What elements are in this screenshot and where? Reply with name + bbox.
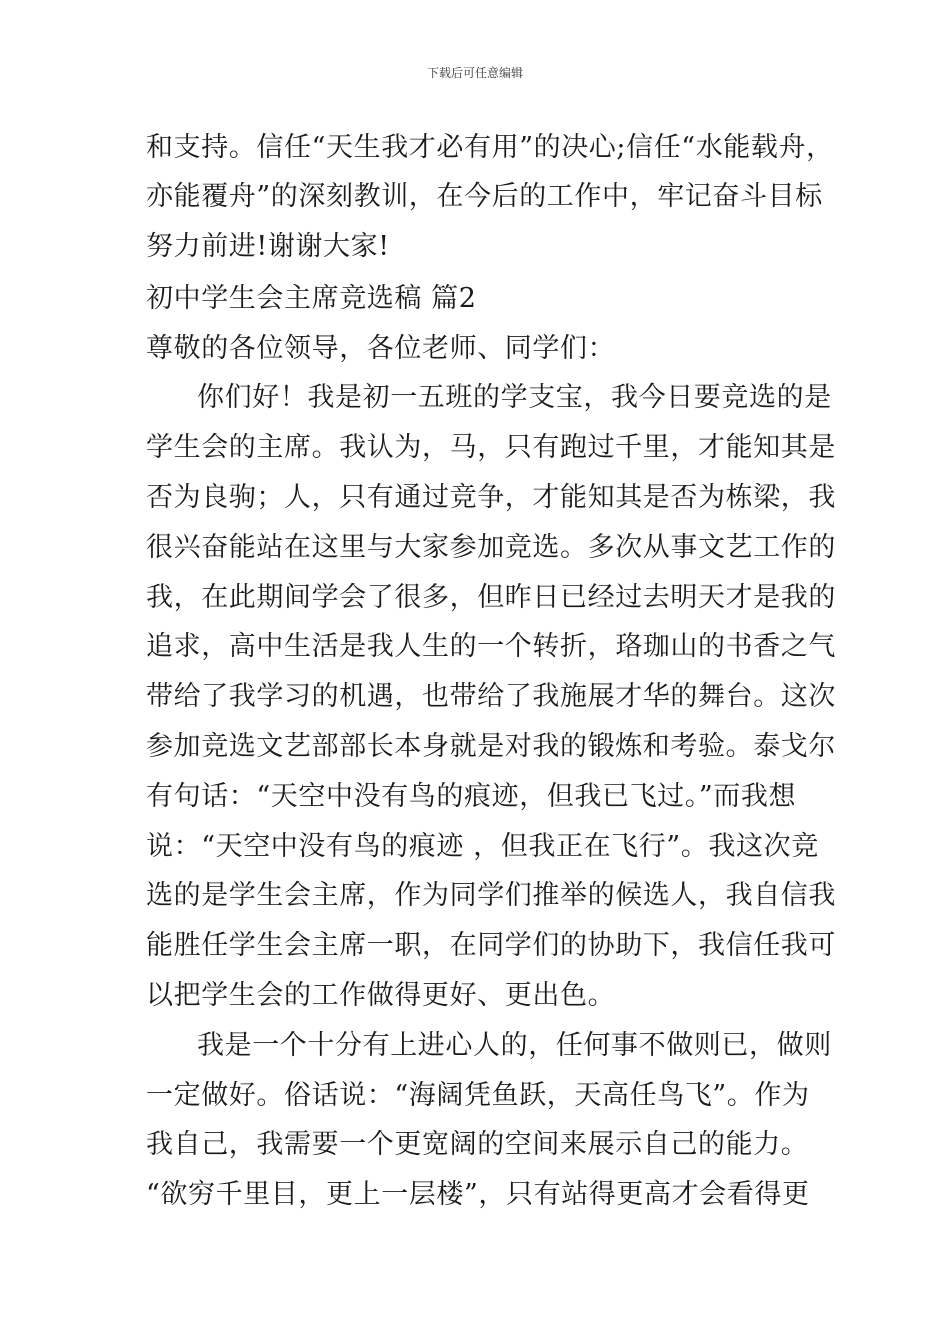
- text-line: 带给了我学习的机遇，也带给了我施展才华的舞台。这次: [146, 681, 836, 712]
- page-header-note: 下载后可任意编辑: [426, 66, 523, 80]
- text-line: 我，在此期间学会了很多，但昨日已经过去明天才是我的: [146, 582, 836, 613]
- text-line: 有句话：“天空中没有鸟的痕迹，但我已飞过。”而我想: [146, 781, 797, 812]
- text-line: 参加竞选文艺部部长本身就是对我的锻炼和考验。泰戈尔: [146, 731, 836, 762]
- text-line: 学生会的主席。我认为，马，只有跑过千里，才能知其是: [146, 432, 836, 463]
- text-line: 否为良驹；人，只有通过竞争，才能知其是否为栋梁，我: [146, 482, 836, 513]
- text-line: 努力前进!谢谢大家!: [146, 231, 390, 262]
- paragraph-start: 我是一个十分有上进心人的，任何事不做则已，做则: [197, 1030, 832, 1061]
- text-line: 选的是学生会主席，作为同学们推举的候选人，我自信我: [146, 880, 836, 911]
- text-line: 我自己，我需要一个更宽阔的空间来展示自己的能力。: [146, 1129, 809, 1160]
- text-line: 以把学生会的工作做得更好、更出色。: [146, 980, 616, 1011]
- salutation: 尊敬的各位领导，各位老师、同学们：: [146, 333, 616, 364]
- text-line: 说：“天空中没有鸟的痕迹 ，但我正在飞行”。我这次竞: [146, 831, 819, 862]
- text-line: 能胜任学生会主席一职，在同学们的协助下，我信任我可: [146, 930, 836, 961]
- text-line: 亦能覆舟”的深刻教训，在今后的工作中，牢记奋斗目标: [146, 181, 823, 212]
- text-line: 追求，高中生活是我人生的一个转折，珞珈山的书香之气: [146, 631, 836, 662]
- text-line: 很兴奋能站在这里与大家参加竞选。多次从事文艺工作的: [146, 532, 836, 563]
- text-line: “欲穷千里目，更上一层楼”，只有站得更高才会看得更: [146, 1179, 810, 1210]
- paragraph-start: 你们好！我是初一五班的学支宝，我今日要竞选的是: [197, 382, 832, 413]
- text-line: 和支持。信任“天生我才必有用”的决心;信任“水能载舟，: [146, 132, 834, 163]
- section-heading: 初中学生会主席竞选稿 篇2: [146, 283, 477, 314]
- text-line: 一定做好。俗话说：“海阔凭鱼跃，天高任鸟飞”。作为: [146, 1080, 810, 1111]
